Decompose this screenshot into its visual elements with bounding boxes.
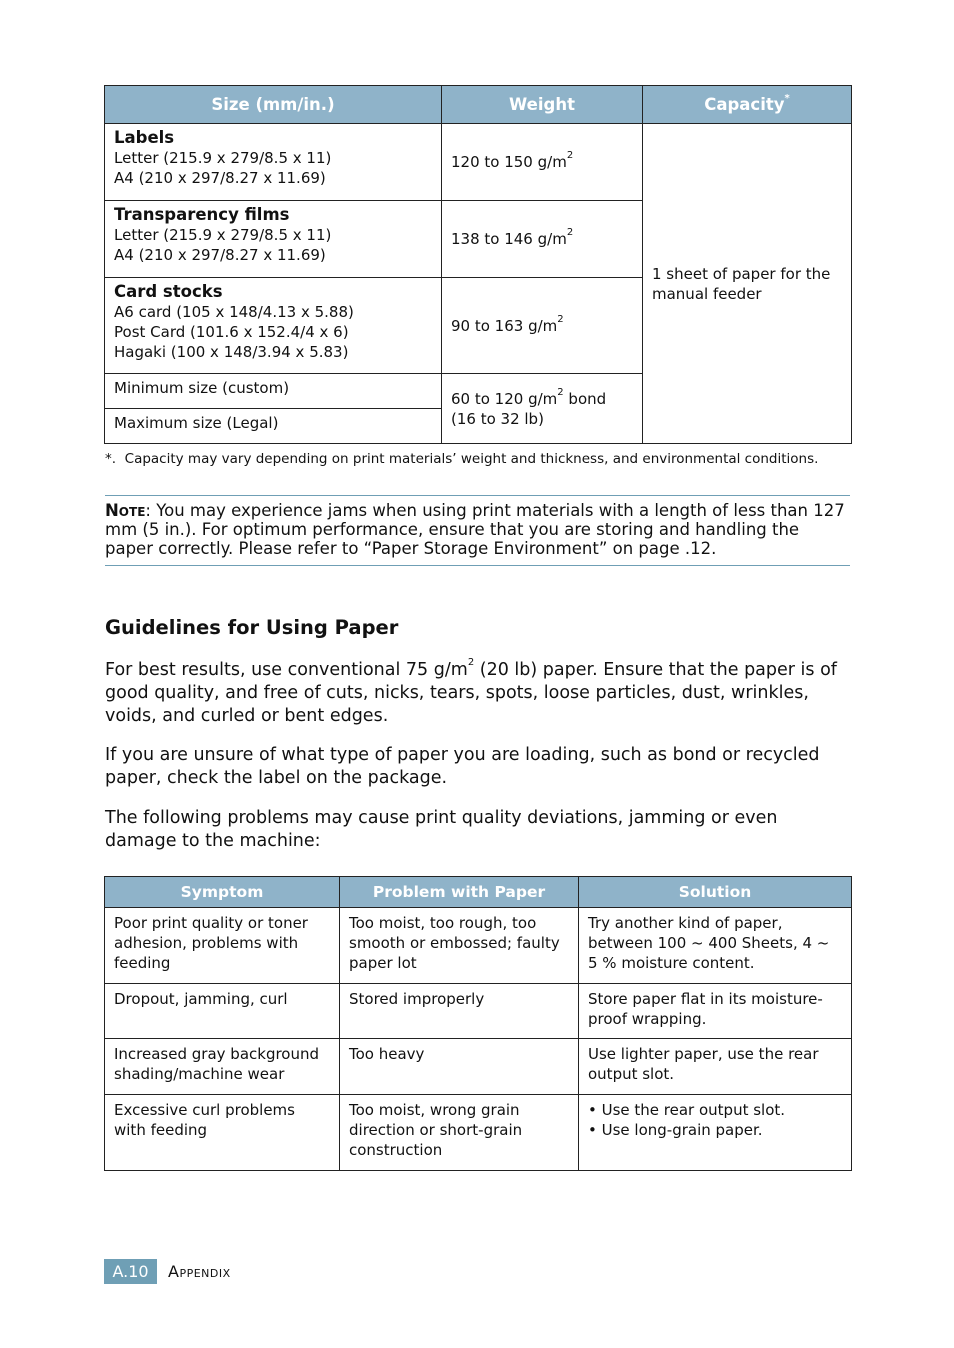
minmax-weight-cell: 60 to 120 $g/m^2$ bond (16 to 32 lb): [442, 374, 643, 444]
paragraph-best-results: For best results, use conventional 75 $g/m^2$ (20 lb) paper. Ensure that the paper is of good quality, and free of cuts, nicks, tears, spots, loose particles, dust, wrinkles, voids, and curled or bent edges.: [105, 657, 837, 726]
capacity-header: Capacity*: [643, 86, 852, 124]
capacity-footnote: *. Capacity may vary depending on print materials’ weight and thickness, and environmental conditions.: [105, 451, 819, 467]
cardstock-weight-cell: 90 to 163 $g/m^2$: [442, 278, 643, 374]
paper-problem-table: [104, 876, 852, 1171]
note-box: [105, 495, 850, 566]
capacity-cell: 1 sheet of paper for the manual feeder: [643, 124, 852, 444]
max-size-cell: Maximum size (Legal): [105, 409, 442, 444]
problem-header: Problem with Paper: [340, 877, 579, 908]
table-row: Excessive curl problems with feeding Too moist, wrong grain direction or short-grain construction • Use the rear output slot. • Use long-grain paper.: [105, 1095, 852, 1171]
labels-weight-cell: 120 to 150 $g/m^2$: [442, 124, 643, 201]
transparency-size-cell: Transparency films Letter (215.9 x 279/8.5 x 11) A4 (210 x 297/8.27 x 11.69): [105, 201, 442, 278]
labels-size-cell: Labels Letter (215.9 x 279/8.5 x 11) A4 (210 x 297/8.27 x 11.69): [105, 124, 442, 201]
table-row: Dropout, jamming, curl Stored improperly Store paper flat in its moisture-proof wrapping.: [105, 984, 852, 1039]
solution-header: Solution: [579, 877, 852, 908]
bullet-solution-cell: • Use the rear output slot. • Use long-grain paper.: [579, 1095, 852, 1171]
paragraph-problems: The following problems may cause print quality deviations, jamming or even damage to the machine:: [105, 808, 778, 851]
table-row: Increased gray background shading/machine wear Too heavy Use lighter paper, use the rear output slot.: [105, 1039, 852, 1095]
symptom-header: Symptom: [105, 877, 340, 908]
transparency-weight-cell: 138 to 146 $g/m^2$: [442, 201, 643, 278]
chapter-title: Appendix: [168, 1262, 231, 1281]
size-header: Size (mm/in.): [105, 86, 442, 124]
section-title: Guidelines for Using Paper: [105, 616, 399, 639]
note-text: : You may experience jams when using print materials with a length of less than 127 mm (5 in.). For optimum performance, ensure that you are storing and handling the paper correctly. Please refer to “Paper Storage Environment” on page .12.: [105, 501, 845, 558]
min-size-cell: Minimum size (custom): [105, 374, 442, 409]
page-number: A.10: [104, 1259, 157, 1284]
paragraph-unsure: If you are unsure of what type of paper you are loading, such as bond or recycled paper, check the label on the package.: [105, 745, 820, 788]
table-row: Poor print quality or toner adhesion, problems with feeding Too moist, too rough, too smooth or embossed; faulty paper lot Try another kind of paper, between 100 ~ 400 Sheets, 4 ~ 5 % moisture content.: [105, 908, 852, 984]
note-label: Note: [105, 501, 146, 520]
cardstock-size-cell: Card stocks A6 card (105 x 148/4.13 x 5.88) Post Card (101.6 x 152.4/4 x 6) Hagaki (100 x 148/3.94 x 5.83): [105, 278, 442, 374]
paper-spec-table: [104, 85, 852, 444]
weight-header: Weight: [442, 86, 643, 124]
